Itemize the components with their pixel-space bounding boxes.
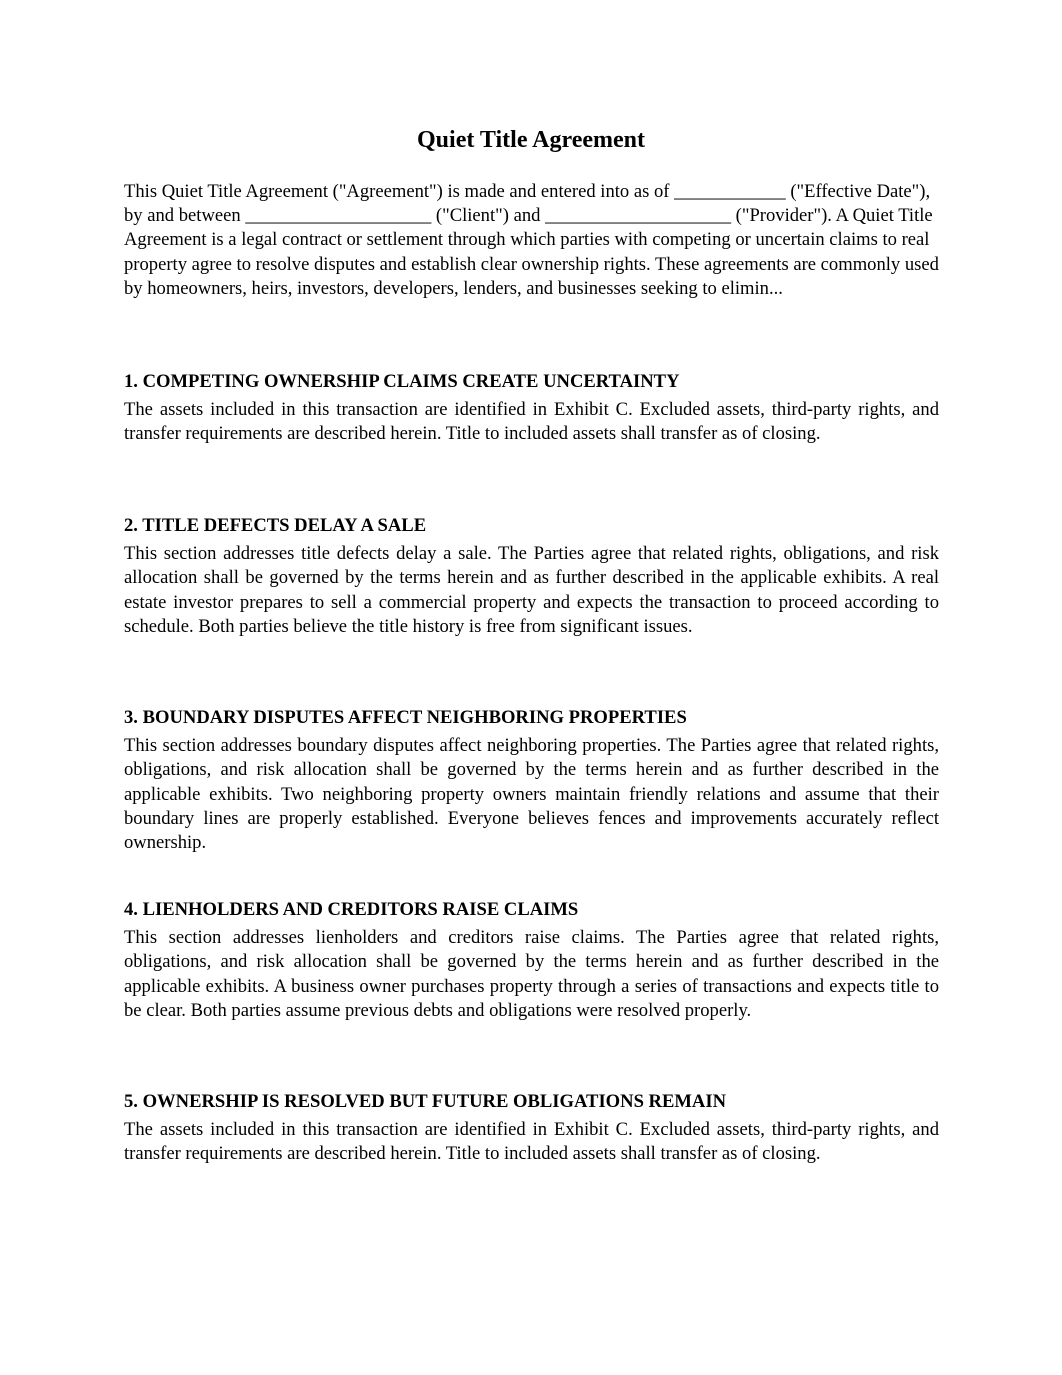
section-body: This section addresses boundary disputes affect neighboring properties. The Parties agree that related rights, obligations, and risk allocation shall be governed by the terms herein and as further described in the applicable exhibits. Two neighboring property owners maintain friendly relations and assume that their boundary lines are properly established. Everyone believes fences and improvements accurately reflect ownership. bbox=[124, 735, 939, 854]
section-body: The assets included in this transaction are identified in Exhibit C. Excluded assets, third-party rights, and transfer requirements are described herein. Title to included assets shall transfer as of closing. bbox=[124, 1119, 939, 1165]
document-title: Quiet Title Agreement bbox=[417, 127, 645, 153]
section-body: The assets included in this transaction are identified in Exhibit C. Excluded assets, third-party rights, and transfer requirements are described herein. Title to included assets shall transfer as of closing. bbox=[124, 399, 939, 445]
intro-paragraph: This Quiet Title Agreement ("Agreement") is made and entered into as of ____________ ("Effective Date"), by and between ____________________ ("Client") and ____________________ ("Provider"). A Quiet Title Agreement is a legal contract or settlement through which parties with competing or uncertain claims to real property agree to resolve disputes and establish clear ownership rights. These agreements are commonly used by homeowners, heirs, investors, developers, lenders, and businesses seeking to elimin... bbox=[124, 181, 939, 299]
section-boundary-disputes bbox=[124, 706, 939, 855]
section-heading: 3. BOUNDARY DISPUTES AFFECT NEIGHBORING PROPERTIES bbox=[124, 707, 687, 728]
section-competing-ownership-claims bbox=[124, 370, 939, 447]
section-body: This section addresses lienholders and creditors raise claims. The Parties agree that related rights, obligations, and risk allocation shall be governed by the terms herein and as further described in the applicable exhibits. A business owner purchases property through a series of transactions and expects title to be clear. Both parties assume previous debts and obligations were resolved properly. bbox=[124, 927, 939, 1021]
section-heading: 4. LIENHOLDERS AND CREDITORS RAISE CLAIMS bbox=[124, 899, 579, 920]
section-title-defects bbox=[124, 514, 939, 639]
section-heading: 5. OWNERSHIP IS RESOLVED BUT FUTURE OBLIGATIONS REMAIN bbox=[124, 1091, 727, 1112]
section-ownership-resolved bbox=[124, 1090, 939, 1167]
section-heading: 2. TITLE DEFECTS DELAY A SALE bbox=[124, 515, 427, 536]
section-lienholders-creditors bbox=[124, 898, 939, 1023]
section-heading: 1. COMPETING OWNERSHIP CLAIMS CREATE UNCERTAINTY bbox=[124, 371, 680, 392]
section-body: This section addresses title defects delay a sale. The Parties agree that related rights, obligations, and risk allocation shall be governed by the terms herein and as further described in the applicable exhibits. A real estate investor prepares to sell a commercial property and expects the transaction to proceed according to schedule. Both parties believe the title history is free from significant issues. bbox=[124, 543, 939, 637]
